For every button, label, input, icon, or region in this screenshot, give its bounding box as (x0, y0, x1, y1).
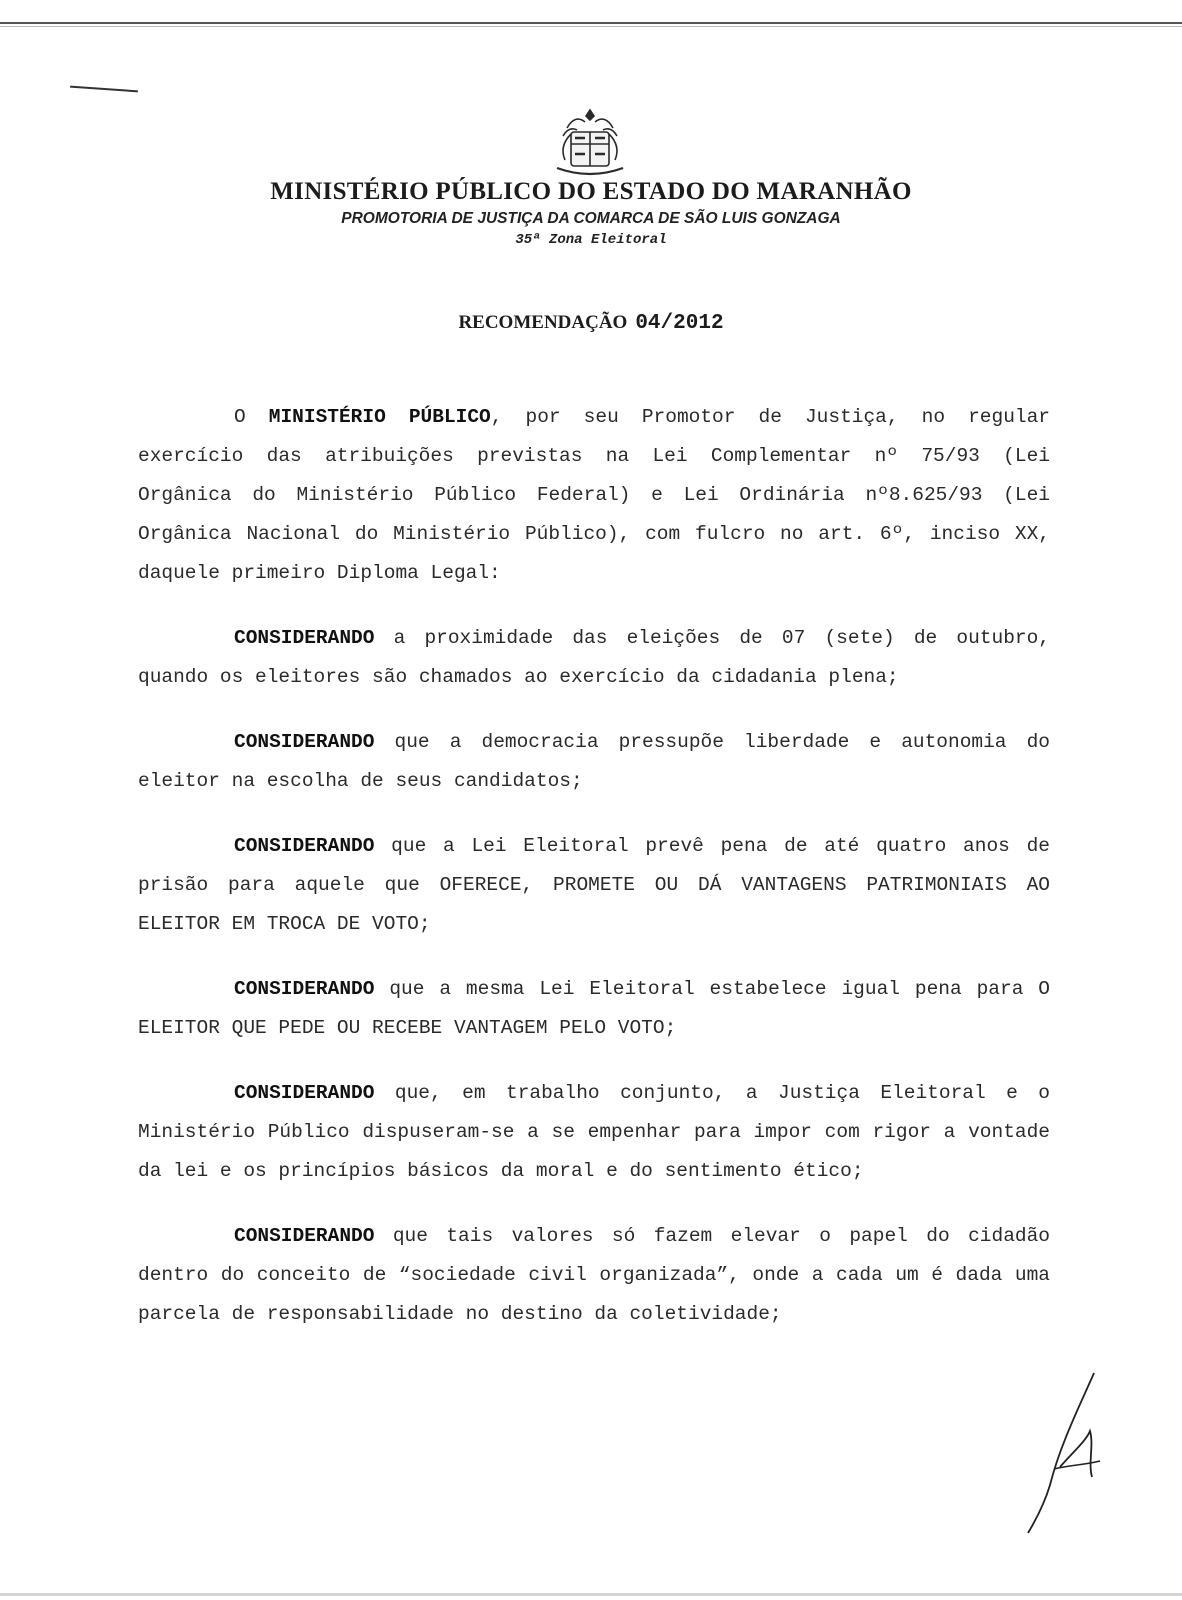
document-header (0, 178, 1182, 248)
considerando-text: que tais valores só fazem elevar o papel do cidadão dentro do conceito de “sociedade civil organizada”, onde a cada um é dada uma parcela de responsabilidade no destino da coletividade; (138, 1225, 1050, 1325)
considerando-text: que a democracia pressupõe liberdade e autonomia do eleitor na escolha de seus candidatos; (138, 731, 1050, 792)
considerando-paragraph-1 (138, 619, 1050, 697)
considerando-text: que a Lei Eleitoral prevê pena de até quatro anos de prisão para aquele que OFERECE, PROMETE OU DÁ VANTAGENS PATRIMONIAIS AO ELEITOR EM TROCA DE VOTO; (138, 835, 1050, 935)
considerando-lead: CONSIDERANDO (234, 731, 375, 753)
title-number: 04/2012 (635, 312, 724, 335)
considerando-paragraph-3 (138, 827, 1050, 944)
considerando-lead: CONSIDERANDO (234, 627, 375, 649)
document-body (138, 398, 1050, 1360)
office-name: PROMOTORIA DE JUSTIÇA DA COMARCA DE SÃO LUIS GONZAGA (341, 210, 841, 227)
considerando-paragraph-5 (138, 1074, 1050, 1191)
institution-name: MINISTÉRIO PÚBLICO DO ESTADO DO MARANHÃO (270, 178, 912, 205)
considerando-text: que, em trabalho conjunto, a Justiça Eleitoral e o Ministério Público dispuseram-se a se empenhar para impor com rigor a vontade da lei e os princípios básicos da moral e do sentimento ético; (138, 1082, 1050, 1182)
considerando-paragraph-4 (138, 970, 1050, 1048)
intro-text: , por seu Promotor de Justiça, no regular exercício das atribuições previstas na Lei Complementar nº 75/93 (Lei Orgânica do Ministério Público Federal) e Lei Ordinária nº8.625/93 (Lei Orgânica Nacional do Ministério Público), com fulcro no art. 6º, inciso XX, daquele primeiro Diploma Legal: (138, 406, 1051, 584)
stray-pen-mark (70, 86, 138, 93)
intro-paragraph (138, 398, 1050, 593)
considerando-paragraph-6 (138, 1217, 1050, 1334)
considerando-lead: CONSIDERANDO (234, 978, 375, 1000)
considerando-lead: CONSIDERANDO (234, 1082, 375, 1104)
scan-bottom-edge (0, 1593, 1182, 1596)
title-word: RECOMENDAÇÃO (458, 312, 628, 333)
considerando-text: que a mesma Lei Eleitoral estabelece igual pena para O ELEITOR QUE PEDE OU RECEBE VANTAGEM PELO VOTO; (138, 978, 1050, 1039)
considerando-lead: CONSIDERANDO (234, 1225, 375, 1247)
intro-lead-article: O (234, 406, 246, 428)
considerando-lead: CONSIDERANDO (234, 835, 375, 857)
intro-lead-institution: MINISTÉRIO PÚBLICO (268, 406, 491, 428)
document-title (0, 312, 1182, 335)
top-rule (0, 22, 1182, 24)
top-rule-secondary (0, 26, 1182, 27)
electoral-zone: 35ª Zona Eleitoral (515, 232, 667, 248)
considerando-text: a proximidade das eleições de 07 (sete) de outubro, quando os eleitores são chamados ao exercício da cidadania plena; (138, 627, 1050, 688)
considerando-paragraph-2 (138, 723, 1050, 801)
initials-signature-icon (1020, 1365, 1110, 1535)
coat-of-arms-icon (553, 108, 627, 178)
